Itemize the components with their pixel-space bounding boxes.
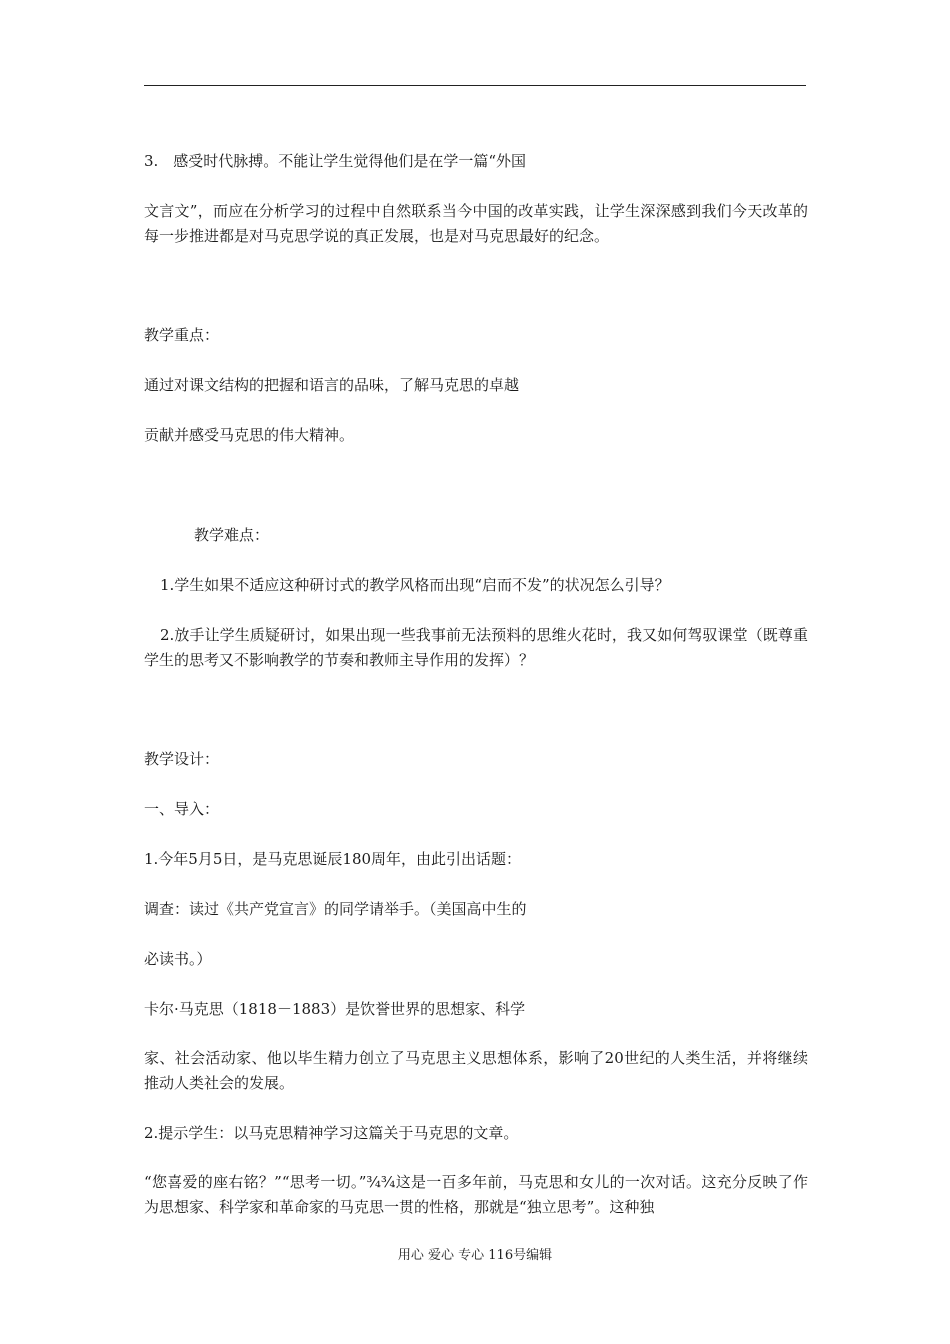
key-points-heading: 教学重点： bbox=[144, 326, 220, 344]
section3-line1: 3. 感受时代脉搏。不能让学生觉得他们是在学一篇“外国 bbox=[144, 152, 526, 170]
design-point1: 1.今年5月5日，是马克思诞辰180周年，由此引出话题： bbox=[144, 850, 522, 868]
marx-line1: 卡尔·马克思（1818－1883）是饮誉世界的思想家、科学 bbox=[144, 1000, 526, 1018]
difficulty-item-1: 1.学生如果不适应这种研讨式的教学风格而出现“启而不发”的状况怎么引导？ bbox=[160, 576, 670, 594]
marx-paragraph: 家、社会活动家、他以毕生精力创立了马克思主义思想体系，影响了20世纪的人类生活，并将继续推动人类社会的发展。 bbox=[144, 1049, 808, 1092]
intro-heading: 一、导入： bbox=[144, 800, 220, 818]
design-point2: 2.提示学生：以马克思精神学习这篇关于马克思的文章。 bbox=[144, 1124, 519, 1142]
section3-paragraph: 文言文”，而应在分析学习的过程中自然联系当今中国的改革实践，让学生深深感到我们今天改革的每一步推进都是对马克思学说的真正发展，也是对马克思最好的纪念。 bbox=[144, 202, 808, 245]
header-rule bbox=[144, 85, 806, 86]
survey-line2: 必读书。） bbox=[144, 950, 212, 968]
survey-line1: 调查：读过《共产党宣言》的同学请举手。（美国高中生的 bbox=[144, 900, 527, 918]
design-heading: 教学设计： bbox=[144, 750, 220, 768]
key-points-line2: 贡献并感受马克思的伟大精神。 bbox=[144, 426, 355, 444]
key-points-line1: 通过对课文结构的把握和语言的品味，了解马克思的卓越 bbox=[144, 376, 520, 394]
difficulties-heading: 教学难点： bbox=[194, 526, 270, 544]
difficulty-item-2: 2.放手让学生质疑研讨，如果出现一些我事前无法预料的思维火花时，我又如何驾驭课堂（既尊重学生的思考又不影响教学的节奏和教师主导作用的发挥）？ bbox=[144, 626, 808, 669]
quote-paragraph: “您喜爱的座右铭？”“思考一切。”¾¾这是一百多年前，马克思和女儿的一次对话。这充分反映了作为思想家、科学家和革命家的马克思一贯的性格，那就是“独立思考”。这种独 bbox=[144, 1173, 808, 1216]
page-footer: 用心 爱心 专心 116号编辑 bbox=[397, 1248, 553, 1263]
